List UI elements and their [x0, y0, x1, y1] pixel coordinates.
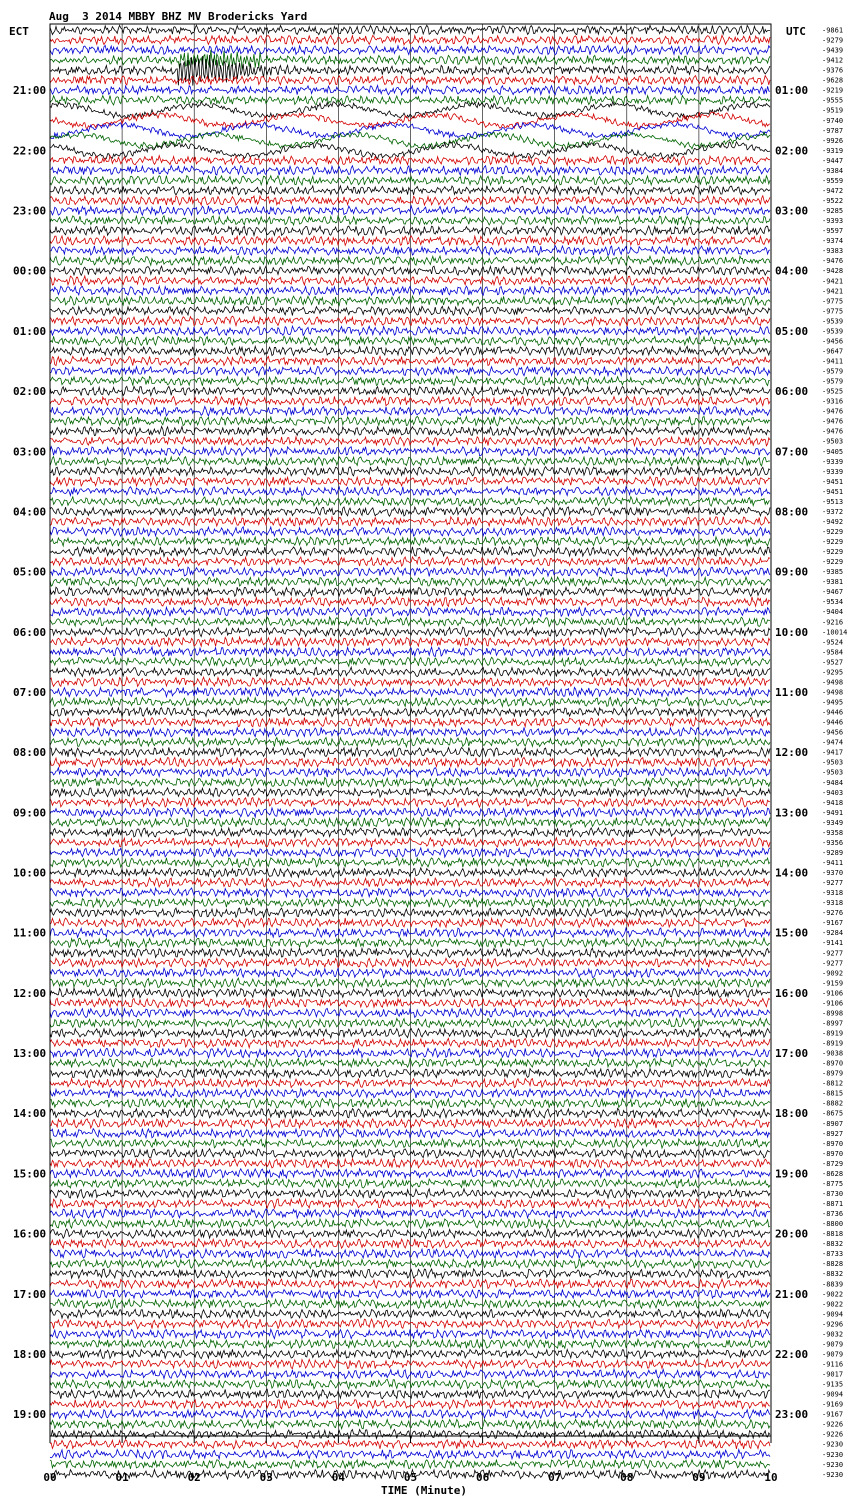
- trace-count-label: -9316: [822, 397, 844, 406]
- ect-hour-label: 06:00: [13, 625, 47, 639]
- trace-count-label: -9403: [822, 788, 844, 797]
- ect-hour-label: 15:00: [13, 1167, 47, 1181]
- ect-hour-label: 04:00: [13, 505, 47, 519]
- trace-count-label: -8733: [822, 1250, 844, 1259]
- trace-count-label: -9318: [822, 889, 844, 898]
- trace-count-label: -9226: [822, 1420, 844, 1429]
- utc-hour-label: 19:00: [775, 1167, 809, 1181]
- trace-count-label: -9372: [822, 507, 844, 516]
- utc-hour-label: 22:00: [775, 1348, 809, 1361]
- trace-count-label: -9339: [822, 457, 844, 466]
- ect-hour-label: 09:00: [13, 806, 47, 820]
- trace-count-label: -9295: [822, 668, 844, 677]
- trace-count-label: -9492: [822, 518, 844, 526]
- trace-count-label: -9381: [822, 578, 844, 587]
- trace-count-label: -9527: [822, 658, 844, 667]
- utc-hour-label: 05:00: [775, 324, 809, 338]
- trace-count-label: -9277: [822, 949, 844, 958]
- trace-count-label: -8997: [822, 1019, 844, 1028]
- trace-count-label: -9539: [822, 317, 844, 326]
- utc-hour-label: 14:00: [775, 866, 809, 880]
- trace-count-label: -9276: [822, 909, 844, 918]
- utc-hour-label: 07:00: [775, 445, 809, 459]
- trace-count-label: -9318: [822, 899, 844, 908]
- trace-count-label: -9092: [822, 969, 844, 978]
- trace-count-label: -9411: [822, 859, 844, 867]
- trace-count-label: -9495: [822, 698, 844, 707]
- trace-count-label: -9106: [822, 989, 844, 998]
- utc-hour-label: 21:00: [775, 1287, 809, 1301]
- trace-count-label: -8970: [822, 1139, 844, 1148]
- trace-count-label: -9597: [822, 227, 844, 236]
- x-tick-label: 04: [331, 1471, 346, 1484]
- trace-count-label: -9559: [822, 176, 844, 185]
- trace-count-label: -9412: [822, 56, 844, 65]
- trace-count-label: -9513: [822, 497, 844, 506]
- trace-count-label: -9038: [822, 1049, 844, 1058]
- trace-count-label: -9229: [822, 528, 844, 536]
- ect-hour-label: 18:00: [13, 1348, 47, 1361]
- trace-count-label: -8970: [822, 1149, 844, 1158]
- utc-hour-label: 09:00: [775, 565, 809, 579]
- trace-count-label: -8839: [822, 1280, 844, 1289]
- trace-count-label: -9775: [822, 297, 844, 306]
- trace-count-label: -9474: [822, 738, 844, 747]
- utc-hour-label: 15:00: [775, 926, 809, 940]
- trace-count-label: -9404: [822, 608, 844, 617]
- ect-hour-label: 13:00: [13, 1047, 47, 1061]
- utc-hour-label: 08:00: [775, 505, 809, 519]
- trace-count-label: -9079: [822, 1350, 844, 1359]
- trace-count-label: -9319: [822, 146, 844, 155]
- trace-count-label: -9277: [822, 959, 844, 968]
- trace-count-label: -8979: [822, 1069, 844, 1078]
- ect-hour-label: 16:00: [13, 1227, 47, 1241]
- x-tick-label: 03: [259, 1471, 273, 1484]
- utc-hour-label: 01:00: [775, 84, 809, 98]
- ect-hour-label: 11:00: [13, 926, 47, 940]
- trace-count-label: -8812: [822, 1079, 844, 1088]
- utc-hour-label: 10:00: [775, 625, 809, 639]
- left-axis-label: ECT: [9, 25, 29, 38]
- trace-count-label: -9289: [822, 849, 844, 857]
- trace-count-label: -9226: [822, 1430, 844, 1439]
- trace-count-label: -9277: [822, 879, 844, 887]
- trace-count-label: -9216: [822, 618, 844, 627]
- trace-count-label: -9503: [822, 437, 844, 446]
- x-tick-label: 07: [548, 1471, 562, 1484]
- trace-count-label: -8729: [822, 1159, 844, 1168]
- utc-hour-label: 11:00: [775, 686, 809, 699]
- trace-count-label: -9017: [822, 1370, 844, 1379]
- chart-title: Aug 3 2014 MBBY BHZ MV Brodericks Yard: [49, 10, 308, 23]
- trace-count-label: -8730: [822, 1190, 844, 1198]
- ect-hour-label: 23:00: [13, 204, 47, 218]
- trace-count-label: -9451: [822, 487, 844, 496]
- ect-hour-label: 02:00: [13, 385, 47, 399]
- trace-count-label: -8775: [822, 1179, 844, 1188]
- trace-count-label: -9472: [822, 187, 844, 195]
- x-axis-title: TIME (Minute): [380, 1484, 468, 1497]
- trace-count-label: -9230: [822, 1440, 844, 1449]
- ect-hour-label: 22:00: [13, 144, 47, 158]
- trace-count-label: -9539: [822, 327, 844, 336]
- trace-count-label: -10014: [822, 628, 848, 637]
- trace-count-label: -8800: [822, 1220, 844, 1229]
- trace-count-label: -8871: [822, 1200, 844, 1208]
- trace-count-label: -9775: [822, 307, 844, 316]
- trace-count-label: -8927: [822, 1129, 844, 1138]
- utc-hour-label: 12:00: [775, 746, 809, 760]
- trace-count-label: -9079: [822, 1340, 844, 1349]
- trace-count-label: -9219: [822, 86, 844, 95]
- trace-count-label: -9524: [822, 638, 844, 647]
- trace-count-label: -9376: [822, 66, 844, 75]
- utc-hour-label: 04:00: [775, 264, 809, 278]
- x-tick-label: 00: [43, 1471, 57, 1484]
- trace-count-label: -9519: [822, 106, 844, 115]
- trace-count-label: -9476: [822, 427, 844, 436]
- trace-count-label: -9384: [822, 166, 844, 175]
- trace-count-label: -9579: [822, 377, 844, 386]
- ect-hour-label: 01:00: [13, 324, 47, 338]
- trace-count-label: -9628: [822, 76, 844, 85]
- trace-count-label: -9022: [822, 1290, 844, 1299]
- trace-count-label: -8970: [822, 1059, 844, 1068]
- trace-count-label: -9339: [822, 467, 844, 476]
- trace-count-label: -9503: [822, 758, 844, 767]
- ect-hour-label: 19:00: [13, 1408, 47, 1422]
- trace-count-label: -9106: [822, 999, 844, 1008]
- trace-count-label: -9579: [822, 367, 844, 376]
- trace-count-label: -9647: [822, 347, 844, 356]
- trace-count-label: -9116: [822, 1360, 844, 1369]
- trace-count-label: -9296: [822, 1320, 844, 1329]
- trace-count-label: -9861: [822, 26, 844, 35]
- trace-count-label: -9476: [822, 417, 844, 426]
- trace-count-label: -8919: [822, 1029, 844, 1038]
- trace-count-label: -9522: [822, 197, 844, 205]
- utc-hour-label: 02:00: [775, 144, 809, 158]
- trace-count-label: -8628: [822, 1169, 844, 1178]
- utc-hour-label: 03:00: [775, 204, 809, 218]
- ect-hour-label: 08:00: [13, 746, 47, 760]
- trace-count-label: -9229: [822, 548, 844, 557]
- trace-count-label: -9787: [822, 126, 844, 135]
- trace-count-label: -9393: [822, 217, 844, 226]
- trace-count-label: -9555: [822, 96, 844, 105]
- trace-count-label: -9370: [822, 869, 844, 877]
- trace-count-label: -9503: [822, 768, 844, 777]
- x-tick-label: 06: [475, 1471, 490, 1484]
- trace-count-label: -9229: [822, 558, 844, 567]
- utc-hour-label: 20:00: [775, 1227, 809, 1241]
- utc-hour-label: 13:00: [775, 806, 809, 820]
- trace-count-label: -9456: [822, 728, 844, 737]
- trace-count-label: -9356: [822, 838, 844, 847]
- trace-count-label: -9159: [822, 979, 844, 988]
- trace-count-label: -9022: [822, 1300, 844, 1309]
- trace-count-label: -9141: [822, 939, 844, 948]
- trace-count-label: -9230: [822, 1470, 844, 1479]
- trace-count-label: -9385: [822, 568, 844, 577]
- trace-count-label: -9230: [822, 1460, 844, 1469]
- trace-count-label: -9284: [822, 929, 844, 938]
- trace-count-label: -9439: [822, 46, 844, 55]
- trace-count-label: -8832: [822, 1270, 844, 1279]
- utc-hour-label: 18:00: [775, 1107, 809, 1121]
- trace-count-label: -9421: [822, 287, 844, 296]
- trace-count-label: -9498: [822, 688, 844, 697]
- utc-hour-label: 16:00: [775, 986, 809, 1000]
- utc-hour-label: 17:00: [775, 1047, 809, 1061]
- trace-count-label: -8675: [822, 1109, 844, 1118]
- trace-count-label: -9584: [822, 648, 844, 657]
- trace-count-label: -8832: [822, 1240, 844, 1249]
- trace-count-label: -8736: [822, 1210, 844, 1218]
- trace-count-label: -9418: [822, 798, 844, 807]
- right-axis-label: UTC: [786, 25, 806, 38]
- x-tick-label: 08: [620, 1471, 634, 1484]
- trace-count-label: -9349: [822, 818, 844, 827]
- trace-count-label: -9476: [822, 257, 844, 266]
- trace-count-label: -9230: [822, 1450, 844, 1459]
- ect-hour-label: 07:00: [13, 686, 47, 699]
- trace-count-label: -9358: [822, 828, 844, 837]
- utc-hour-label: 23:00: [775, 1408, 809, 1422]
- trace-count-label: -8882: [822, 1099, 844, 1108]
- trace-count-label: -9926: [822, 136, 844, 145]
- trace-count-label: -9498: [822, 678, 844, 687]
- trace-count-label: -9417: [822, 748, 844, 757]
- ect-hour-label: 00:00: [13, 264, 47, 278]
- trace-count-label: -9428: [822, 267, 844, 276]
- trace-count-label: -9285: [822, 207, 844, 215]
- trace-count-label: -9169: [822, 1400, 844, 1409]
- trace-count-label: -9411: [822, 357, 844, 366]
- trace-count-label: -9094: [822, 1310, 844, 1319]
- trace-count-label: -9167: [822, 1410, 844, 1419]
- trace-count-label: -9484: [822, 778, 844, 787]
- trace-count-label: -9467: [822, 588, 844, 597]
- x-tick-label: 09: [692, 1471, 706, 1484]
- trace-count-label: -9383: [822, 247, 844, 256]
- x-tick-label: 05: [403, 1471, 418, 1484]
- x-tick-label: 02: [187, 1471, 201, 1484]
- trace-count-label: -8828: [822, 1260, 844, 1269]
- trace-count-label: -9491: [822, 808, 844, 817]
- trace-count-label: -9447: [822, 156, 844, 165]
- x-tick-label: 10: [764, 1471, 778, 1484]
- ect-hour-label: 21:00: [13, 84, 47, 98]
- trace-count-label: -9167: [822, 919, 844, 928]
- ect-hour-label: 14:00: [13, 1107, 47, 1121]
- trace-count-label: -9135: [822, 1380, 844, 1389]
- ect-hour-label: 17:00: [13, 1287, 47, 1301]
- trace-count-label: -8998: [822, 1009, 844, 1018]
- trace-count-label: -8919: [822, 1039, 844, 1048]
- trace-count-label: -8818: [822, 1230, 844, 1239]
- trace-count-label: -9446: [822, 718, 844, 727]
- trace-count-label: -9279: [822, 36, 844, 45]
- trace-count-label: -9476: [822, 407, 844, 416]
- ect-hour-label: 10:00: [13, 866, 47, 880]
- trace-count-label: -9405: [822, 447, 844, 456]
- ect-hour-label: 05:00: [13, 565, 47, 579]
- trace-count-label: -9456: [822, 337, 844, 346]
- trace-count-label: -9446: [822, 708, 844, 717]
- utc-hour-label: 06:00: [775, 385, 809, 399]
- trace-count-label: -9451: [822, 477, 844, 486]
- trace-count-label: -8815: [822, 1089, 844, 1098]
- trace-count-label: -8907: [822, 1119, 844, 1128]
- trace-count-label: -9421: [822, 277, 844, 286]
- ect-hour-label: 03:00: [13, 445, 47, 459]
- ect-hour-label: 12:00: [13, 986, 47, 1000]
- x-tick-label: 01: [115, 1471, 129, 1484]
- trace-count-label: -9374: [822, 237, 844, 246]
- trace-count-label: -9525: [822, 387, 844, 396]
- trace-count-label: -9032: [822, 1330, 844, 1339]
- trace-count-label: -9229: [822, 538, 844, 546]
- trace-count-label: -9534: [822, 598, 844, 607]
- trace-count-label: -9094: [822, 1390, 844, 1399]
- trace-count-label: -9740: [822, 116, 844, 125]
